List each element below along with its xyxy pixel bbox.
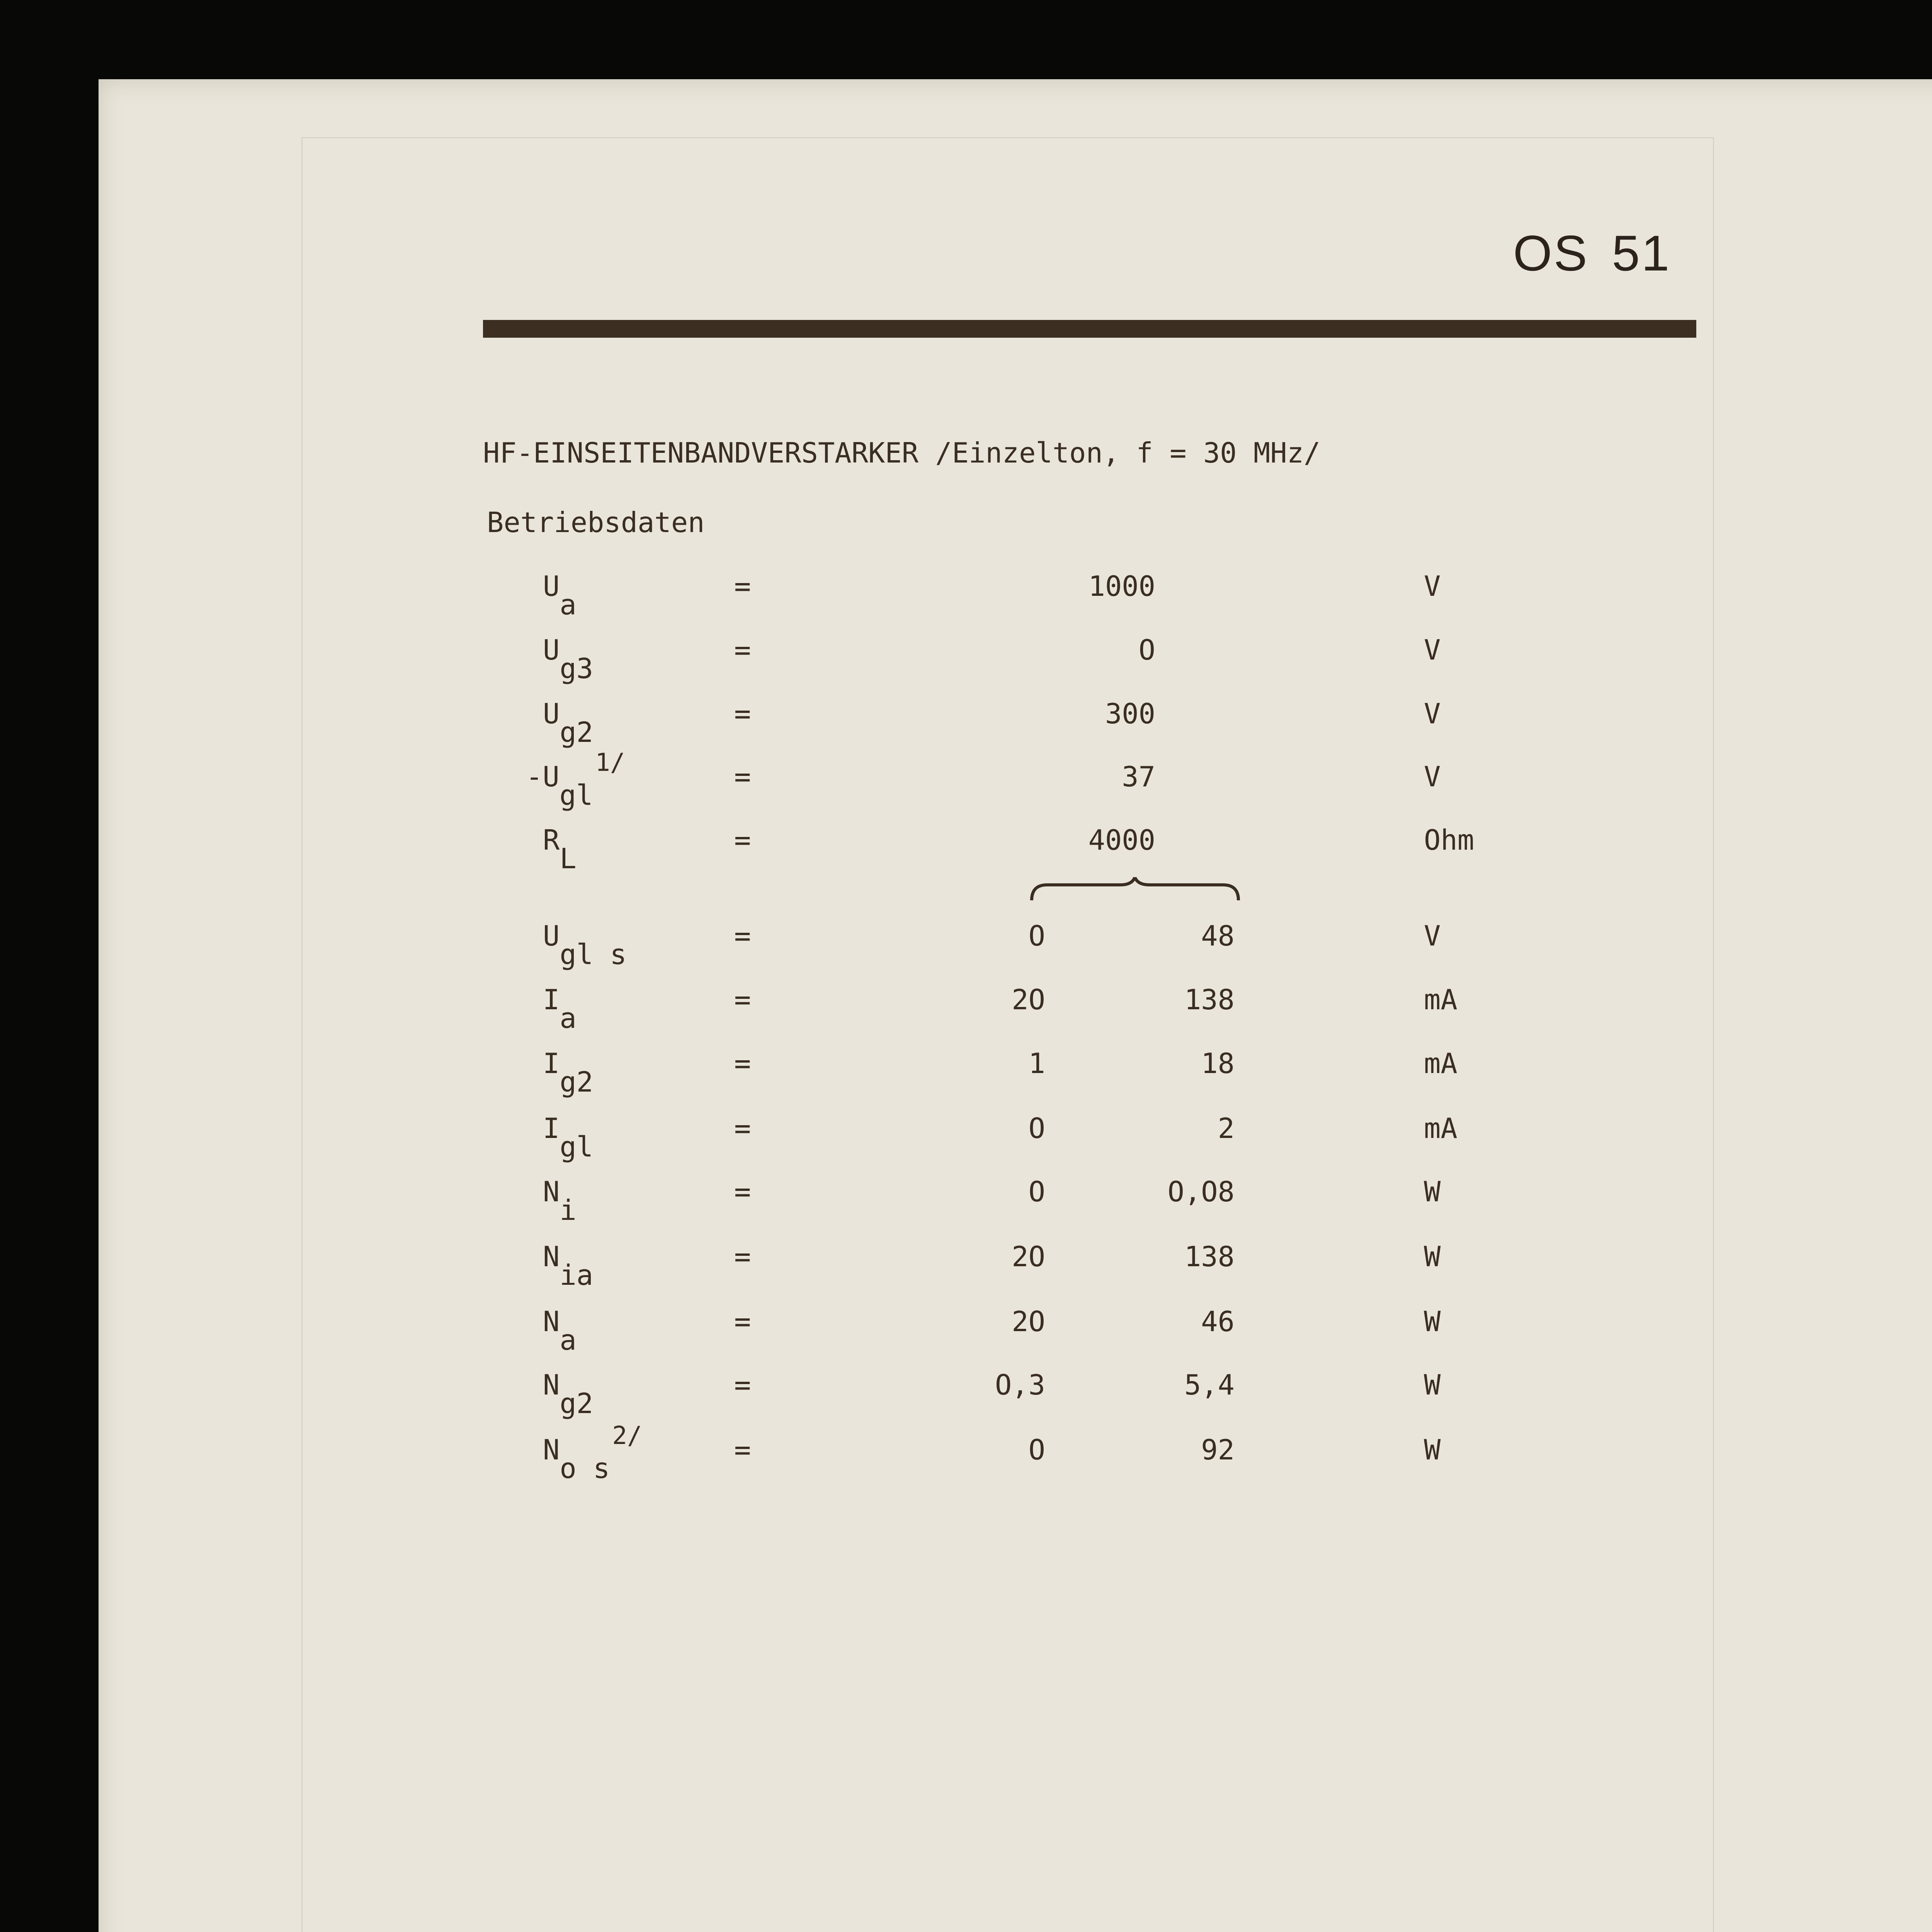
data-row [0,634,1932,692]
symbol-letter: I [543,1047,560,1080]
row-symbol [543,570,579,621]
value-second: 46 [1201,1305,1235,1338]
equals-sign: = [734,1047,751,1080]
value-first: O [1028,1434,1045,1466]
value-first: O [1138,634,1155,666]
data-row [0,1422,1932,1492]
row-symbol [543,824,579,875]
unit: W [1424,1240,1441,1273]
value-second: 138 [1184,983,1235,1016]
unit: mA [1424,983,1458,1016]
top-rule [483,320,1696,338]
symbol-letter: U [543,697,560,730]
symbol-subscript: g2 [560,1066,594,1098]
data-row [0,1047,1932,1105]
symbol-letter: N [543,1175,560,1208]
tube-code [1480,207,1704,299]
symbol-letter: R [543,824,560,856]
symbol-subscript: gl [560,1131,594,1163]
row-symbol [543,1369,595,1420]
symbol-letter: U [543,570,560,602]
equals-sign: = [734,1369,751,1401]
unit: W [1424,1175,1441,1208]
symbol-letter: N [543,1369,560,1401]
unit: Ohm [1424,824,1475,856]
row-symbol [543,634,595,685]
row-symbol [543,1175,579,1226]
value-first: 2O [1012,983,1045,1016]
symbol-subscript: o s [560,1452,610,1485]
column-brace [1030,877,1240,923]
equals-sign: = [734,983,751,1016]
value-second: 18 [1201,1047,1235,1080]
equals-sign: = [734,634,751,666]
symbol-letter: I [543,1112,560,1145]
symbol-subscript: a [560,1002,577,1034]
data-row [0,697,1932,755]
value-second: O,O8 [1167,1175,1235,1208]
data-row [0,1369,1932,1427]
symbol-subscript: g3 [560,652,594,685]
symbol-letter: N [543,1305,560,1338]
row-symbol [543,1422,642,1485]
symbol-letter: U [543,634,560,666]
symbol-footnote-mark: 2/ [612,1422,642,1450]
data-row [0,1175,1932,1233]
symbol-letter: U [543,920,560,952]
unit: V [1424,697,1441,730]
value-second: 92 [1201,1434,1235,1466]
data-row [0,824,1932,882]
equals-sign: = [734,1305,751,1338]
value-first: 1 [1028,1047,1045,1080]
data-row [0,570,1932,628]
equals-sign: = [734,824,751,856]
section-title: HF-EINSEITENBANDVERSTARKER /Einzelton, f = 30 MHz/ [483,437,1321,469]
unit: mA [1424,1047,1458,1080]
symbol-letter: U [543,760,560,793]
data-row [0,1240,1932,1298]
value-second: 138 [1184,1240,1235,1273]
value-first: O,3 [995,1369,1045,1401]
value-first: O [1028,1175,1045,1208]
symbol-letter: I [543,983,560,1016]
row-symbol [543,1240,595,1291]
symbol-subscript: a [560,588,577,621]
symbol-subscript: g2 [560,716,594,748]
row-symbol [543,983,579,1034]
value-first: 37 [1122,760,1155,793]
symbol-subscript: i [560,1194,577,1226]
tube-code-prefix: OS [1513,225,1589,281]
symbol-prefix: - [526,760,543,793]
symbol-subscript: ia [560,1259,594,1291]
value-first: 300 [1105,697,1155,730]
data-row [0,1112,1932,1170]
row-symbol [543,920,629,971]
equals-sign: = [734,1175,751,1208]
symbol-subscript: L [560,842,577,875]
equals-sign: = [734,1112,751,1145]
value-first: 4000 [1088,824,1155,856]
symbol-subscript: gl [559,779,593,811]
equals-sign: = [734,570,751,602]
symbol-subscript: g2 [560,1387,594,1420]
unit: V [1424,634,1441,666]
unit: V [1424,920,1441,952]
symbol-footnote-mark: 1/ [595,748,625,777]
data-row [0,920,1932,978]
symbol-subscript: a [560,1324,577,1356]
row-symbol [543,697,595,748]
value-second: 48 [1201,920,1235,952]
unit: W [1424,1369,1441,1401]
equals-sign: = [734,920,751,952]
unit: V [1424,570,1441,602]
row-symbol [543,1112,595,1163]
equals-sign: = [734,697,751,730]
section-subtitle: Betriebsdaten [487,506,705,539]
unit: W [1424,1434,1441,1466]
data-row [0,748,1932,818]
value-second: 2 [1218,1112,1235,1145]
data-row [0,1305,1932,1363]
symbol-letter: N [543,1240,560,1273]
value-first: O [1028,920,1045,952]
symbol-subscript: gl s [560,938,627,971]
value-first: 1000 [1088,570,1155,602]
symbol-letter: N [543,1434,560,1466]
tube-code-number: 51 [1612,225,1671,281]
value-second: 5,4 [1184,1369,1235,1401]
unit: mA [1424,1112,1458,1145]
row-symbol [543,1305,579,1356]
equals-sign: = [734,1240,751,1273]
value-first: O [1028,1112,1045,1145]
row-symbol [543,1047,595,1098]
equals-sign: = [734,1434,751,1466]
unit: V [1424,760,1441,793]
data-row [0,983,1932,1041]
value-first: 2O [1012,1305,1045,1338]
equals-sign: = [734,760,751,793]
value-first: 2O [1012,1240,1045,1273]
row-symbol [526,748,625,811]
unit: W [1424,1305,1441,1338]
